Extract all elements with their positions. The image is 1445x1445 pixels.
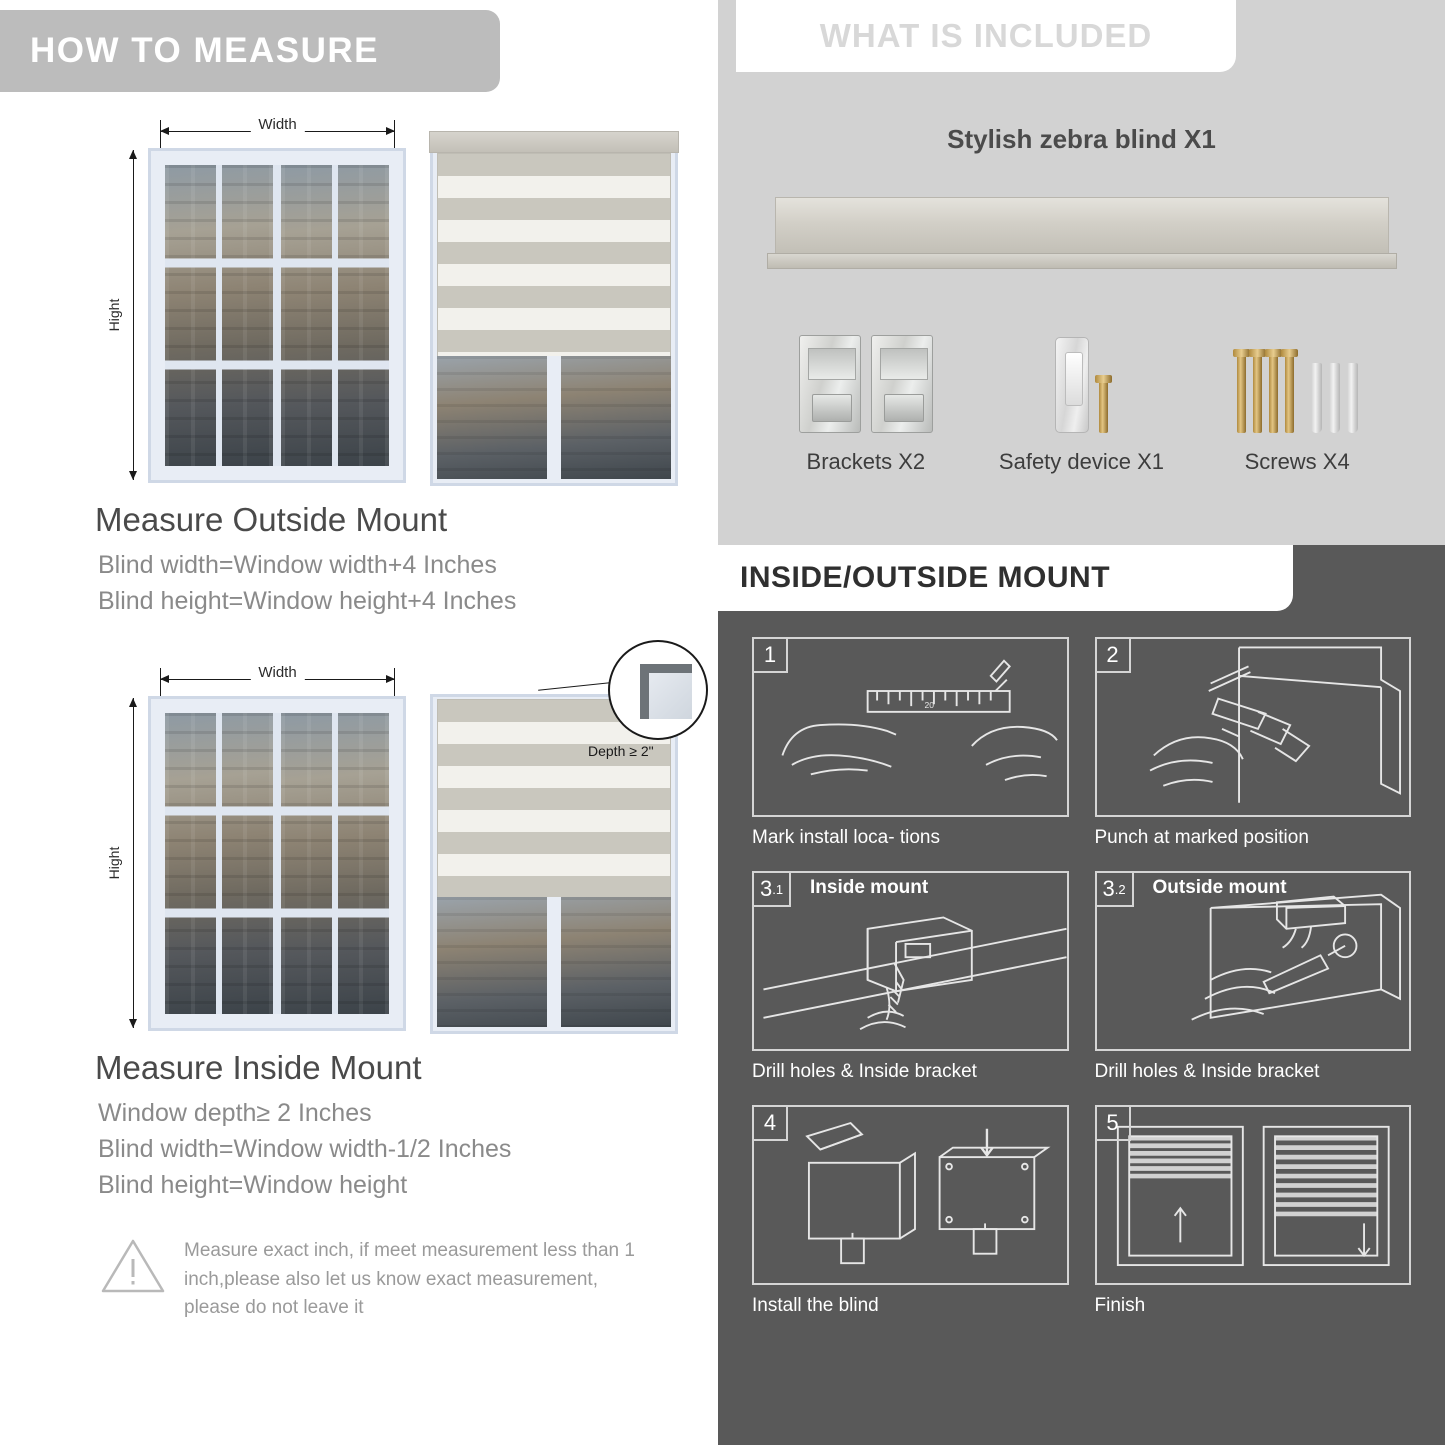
step-caption: Install the blind: [752, 1295, 879, 1316]
product-title: Stylish zebra blind X1: [947, 124, 1216, 154]
zebra-blind-illustration: [767, 197, 1397, 281]
part-label: Brackets X2: [806, 449, 926, 474]
step-inline-title: Outside mount: [1152, 877, 1287, 898]
how-to-measure-section: [0, 0, 718, 1445]
step-caption: Finish: [1094, 1295, 1146, 1316]
step-caption: Punch at marked position: [1094, 827, 1309, 848]
width-dimension-outside: [160, 116, 395, 142]
height-dimension-inside: [106, 698, 144, 1028]
svg-text:20: 20: [924, 700, 934, 711]
inside-outside-mount-section: [718, 545, 1445, 1445]
step-number: 3 .1: [754, 873, 791, 907]
inside-mount-line-3: Blind height=Window height: [98, 1171, 408, 1199]
step-1: [752, 637, 1069, 849]
inside-mount-line-1: Window depth≥ 2 Inches: [98, 1098, 372, 1127]
how-to-measure-banner: [0, 10, 500, 92]
what-is-included-section: [718, 0, 1445, 545]
part-screws: [1197, 323, 1397, 475]
step-2: [1095, 637, 1412, 849]
steps-grid: [736, 637, 1427, 1317]
step-3-1: [752, 871, 1069, 1083]
what-is-included-tab: [736, 0, 1236, 72]
inside-mount-diagram: [60, 658, 680, 1043]
step-3-2: [1095, 871, 1412, 1083]
warning-triangle-icon: [100, 1237, 166, 1295]
tab-title: INSIDE/OUTSIDE MOUNT: [740, 561, 1111, 594]
blind-on-window-illustration: [430, 146, 678, 486]
screw-icon: [1099, 381, 1108, 433]
step-number: 1: [754, 639, 788, 673]
depth-leader-line: [538, 682, 610, 691]
step-caption: Drill holes & Inside bracket: [752, 1061, 977, 1082]
outside-mount-line-2: Blind height=Window height+4 Inches: [98, 587, 517, 616]
step-caption: Mark install loca- tions: [752, 827, 940, 848]
step-number: 2: [1097, 639, 1131, 673]
outside-bracket-icon: [1097, 873, 1410, 1049]
step-number: 3 .2: [1097, 873, 1134, 907]
part-brackets: [766, 323, 966, 475]
window-illustration: [148, 696, 406, 1031]
install-blind-icon: [754, 1107, 1067, 1283]
banner-title: HOW TO MEASURE: [30, 31, 379, 70]
outside-mount-line-1: Blind width=Window width+4 Inches: [98, 551, 497, 579]
part-label: Safety device X1: [998, 449, 1165, 474]
outside-mount-heading: Measure Outside Mount: [95, 501, 448, 538]
depth-label: Depth ≥ 2": [588, 742, 654, 759]
finish-blind-icon: [1097, 1107, 1410, 1283]
depth-detail-circle: [608, 640, 708, 740]
width-label: Width: [250, 664, 304, 681]
step-4: [752, 1105, 1069, 1317]
bracket-icon: [766, 323, 966, 433]
parts-list: [718, 323, 1445, 475]
part-label: Screws X4: [1244, 449, 1350, 474]
inside-mount-line-2: Blind width=Window width-1/2 Inches: [98, 1134, 512, 1163]
hand-ruler-pencil-icon: [754, 639, 1067, 815]
height-dimension-outside: [106, 150, 144, 480]
width-label: Width: [250, 116, 304, 133]
safety-device-icon: [1055, 337, 1089, 433]
warning-text: Measure exact inch, if meet measurement less than 1 inch,please also let us know exact measurement, please do not leave it: [184, 1240, 635, 1319]
inside-outside-mount-tab: [718, 545, 1293, 611]
screw-icon: [1197, 323, 1397, 433]
step-number: 4: [754, 1107, 788, 1141]
step-caption: Drill holes & Inside bracket: [1094, 1061, 1320, 1082]
step-inline-title: Inside mount: [810, 877, 929, 898]
step-5: [1095, 1105, 1412, 1317]
drill-icon: [1097, 639, 1410, 815]
inside-mount-heading: Measure Inside Mount: [95, 1048, 422, 1086]
outside-mount-diagram: [60, 110, 680, 495]
inside-bracket-icon: [754, 873, 1067, 1049]
tab-title: WHAT IS INCLUDED: [819, 17, 1153, 54]
right-column: [718, 0, 1445, 1445]
height-label: Hight: [106, 293, 122, 338]
width-dimension-inside: [160, 663, 395, 690]
measurement-warning: [100, 1237, 640, 1323]
step-number: 5: [1097, 1107, 1131, 1141]
window-illustration: [148, 148, 406, 483]
part-safety-device: [981, 323, 1181, 475]
height-label: Hight: [106, 840, 122, 885]
